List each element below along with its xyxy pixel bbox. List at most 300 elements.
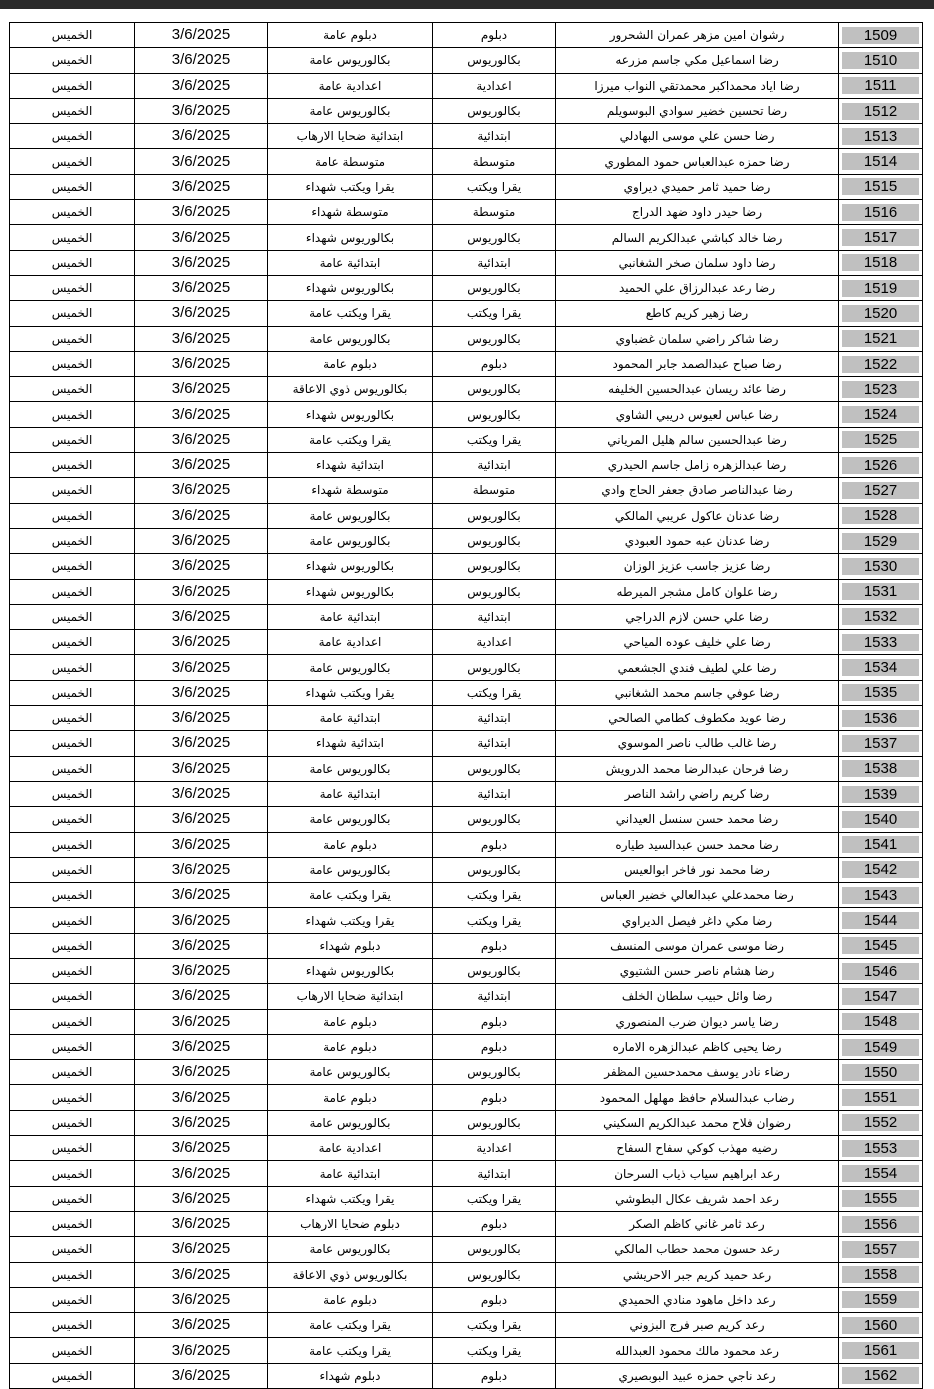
table-row — [10, 579, 923, 604]
date-cell: 3/6/2025 — [135, 781, 268, 806]
day-cell: الخميس — [10, 23, 135, 48]
date-cell: 3/6/2025 — [135, 250, 268, 275]
day-cell: الخميس — [10, 1034, 135, 1059]
day-cell: الخميس — [10, 427, 135, 452]
table-row — [10, 453, 923, 478]
name-cell: رضا رعد عبدالرزاق علي الحميد — [556, 275, 839, 300]
name-cell: رضا زهير كريم كاطع — [556, 301, 839, 326]
day-cell: الخميس — [10, 807, 135, 832]
table-row — [10, 680, 923, 705]
day-cell: الخميس — [10, 958, 135, 983]
level-cell: دبلوم — [433, 1085, 556, 1110]
category-cell: بكالوريوس شهداء — [268, 554, 433, 579]
table-row — [10, 48, 923, 73]
number-cell — [839, 832, 923, 857]
day-cell: الخميس — [10, 756, 135, 781]
table-row — [10, 1186, 923, 1211]
table-row — [10, 503, 923, 528]
category-cell: يقرا ويكتب شهداء — [268, 680, 433, 705]
row-number: 1518 — [842, 254, 919, 271]
level-cell: متوسطة — [433, 149, 556, 174]
level-cell: بكالوريوس — [433, 807, 556, 832]
name-cell: رعد حميد كريم جبر الاحريشي — [556, 1262, 839, 1287]
category-cell: بكالوريوس عامة — [268, 528, 433, 553]
date-cell: 3/6/2025 — [135, 351, 268, 376]
category-cell: ابتدائية شهداء — [268, 453, 433, 478]
table-row — [10, 1237, 923, 1262]
row-number: 1547 — [842, 988, 919, 1005]
number-cell — [839, 857, 923, 882]
number-cell — [839, 1237, 923, 1262]
category-cell: ابتدائية عامة — [268, 604, 433, 629]
row-number: 1560 — [842, 1317, 919, 1334]
number-cell — [839, 1009, 923, 1034]
table-row — [10, 1211, 923, 1236]
level-cell: ابتدائية — [433, 124, 556, 149]
row-number: 1531 — [842, 583, 919, 600]
category-cell: ابتدائية شهداء — [268, 731, 433, 756]
number-cell — [839, 1313, 923, 1338]
level-cell: بكالوريوس — [433, 756, 556, 781]
table-row — [10, 604, 923, 629]
table-row — [10, 1262, 923, 1287]
date-cell: 3/6/2025 — [135, 1237, 268, 1262]
row-number: 1536 — [842, 710, 919, 727]
level-cell: بكالوريوس — [433, 503, 556, 528]
category-cell: دبلوم عامة — [268, 351, 433, 376]
day-cell: الخميس — [10, 1136, 135, 1161]
number-cell — [839, 326, 923, 351]
day-cell: الخميس — [10, 326, 135, 351]
day-cell: الخميس — [10, 883, 135, 908]
day-cell: الخميس — [10, 301, 135, 326]
day-cell: الخميس — [10, 124, 135, 149]
row-number: 1522 — [842, 356, 919, 373]
day-cell: الخميس — [10, 73, 135, 98]
level-cell: بكالوريوس — [433, 225, 556, 250]
name-cell: رضا فرحان عبدالرضا محمد الدرويش — [556, 756, 839, 781]
row-number: 1556 — [842, 1216, 919, 1233]
date-cell: 3/6/2025 — [135, 1060, 268, 1085]
table-row — [10, 351, 923, 376]
category-cell: يقرا ويكتب شهداء — [268, 174, 433, 199]
number-cell — [839, 1211, 923, 1236]
day-cell: الخميس — [10, 275, 135, 300]
name-cell: رضا عبدالحسين سالم هليل المرياني — [556, 427, 839, 452]
row-number: 1555 — [842, 1190, 919, 1207]
table-row — [10, 630, 923, 655]
category-cell: دبلوم شهداء — [268, 933, 433, 958]
row-number: 1541 — [842, 836, 919, 853]
name-cell: رضا كريم راضي راشد الناصر — [556, 781, 839, 806]
day-cell: الخميس — [10, 478, 135, 503]
number-cell — [839, 933, 923, 958]
table-row — [10, 23, 923, 48]
category-cell: بكالوريوس ذوي الاعاقة — [268, 1262, 433, 1287]
name-cell: رضا شاكر راضي سلمان غضباوي — [556, 326, 839, 351]
date-cell: 3/6/2025 — [135, 1262, 268, 1287]
day-cell: الخميس — [10, 1262, 135, 1287]
table-row — [10, 958, 923, 983]
level-cell: يقرا ويكتب — [433, 680, 556, 705]
level-cell: دبلوم — [433, 1009, 556, 1034]
level-cell: بكالوريوس — [433, 377, 556, 402]
date-cell: 3/6/2025 — [135, 301, 268, 326]
row-number: 1519 — [842, 280, 919, 297]
level-cell: يقرا ويكتب — [433, 1186, 556, 1211]
records-sheet — [9, 22, 922, 1389]
date-cell: 3/6/2025 — [135, 98, 268, 123]
number-cell — [839, 1034, 923, 1059]
level-cell: بكالوريوس — [433, 402, 556, 427]
category-cell: دبلوم ضحايا الارهاب — [268, 1211, 433, 1236]
table-row — [10, 1363, 923, 1388]
date-cell: 3/6/2025 — [135, 528, 268, 553]
day-cell: الخميس — [10, 98, 135, 123]
number-cell — [839, 478, 923, 503]
level-cell: يقرا ويكتب — [433, 883, 556, 908]
category-cell: متوسطة شهداء — [268, 200, 433, 225]
row-number: 1551 — [842, 1089, 919, 1106]
row-number: 1511 — [842, 77, 919, 94]
level-cell: دبلوم — [433, 1363, 556, 1388]
table-row — [10, 832, 923, 857]
day-cell: الخميس — [10, 1338, 135, 1363]
day-cell: الخميس — [10, 933, 135, 958]
date-cell: 3/6/2025 — [135, 1211, 268, 1236]
number-cell — [839, 124, 923, 149]
date-cell: 3/6/2025 — [135, 1161, 268, 1186]
day-cell: الخميس — [10, 250, 135, 275]
category-cell: ابتدائية ضحايا الارهاب — [268, 984, 433, 1009]
level-cell: يقرا ويكتب — [433, 301, 556, 326]
level-cell: يقرا ويكتب — [433, 1313, 556, 1338]
records-table — [9, 22, 923, 1389]
day-cell: الخميس — [10, 1211, 135, 1236]
table-row — [10, 908, 923, 933]
level-cell: دبلوم — [433, 933, 556, 958]
number-cell — [839, 1161, 923, 1186]
level-cell: بكالوريوس — [433, 655, 556, 680]
number-cell — [839, 1287, 923, 1312]
name-cell: رشوان امين مزهر عمران الشحرور — [556, 23, 839, 48]
day-cell: الخميس — [10, 908, 135, 933]
date-cell: 3/6/2025 — [135, 1287, 268, 1312]
records-table-body — [10, 23, 923, 1389]
level-cell: بكالوريوس — [433, 579, 556, 604]
number-cell — [839, 883, 923, 908]
level-cell: ابتدائية — [433, 1161, 556, 1186]
name-cell: رضا حسن علي موسى البهادلي — [556, 124, 839, 149]
level-cell: يقرا ويكتب — [433, 1338, 556, 1363]
row-number: 1550 — [842, 1064, 919, 1081]
date-cell: 3/6/2025 — [135, 630, 268, 655]
name-cell: رضا حمزه عبدالعباس حمود المطوري — [556, 149, 839, 174]
date-cell: 3/6/2025 — [135, 680, 268, 705]
table-row — [10, 149, 923, 174]
name-cell: رضا حميد ثامر حميدي ديراوي — [556, 174, 839, 199]
name-cell: رضا موسى عمران موسى المنسف — [556, 933, 839, 958]
row-number: 1552 — [842, 1114, 919, 1131]
date-cell: 3/6/2025 — [135, 958, 268, 983]
level-cell: بكالوريوس — [433, 98, 556, 123]
row-number: 1526 — [842, 457, 919, 474]
table-row — [10, 1009, 923, 1034]
category-cell: بكالوريوس شهداء — [268, 579, 433, 604]
category-cell: بكالوريوس عامة — [268, 326, 433, 351]
category-cell: بكالوريوس عامة — [268, 48, 433, 73]
name-cell: رضا اسماعيل مكي جاسم مزرعه — [556, 48, 839, 73]
level-cell: بكالوريوس — [433, 326, 556, 351]
day-cell: الخميس — [10, 554, 135, 579]
day-cell: الخميس — [10, 1085, 135, 1110]
row-number: 1512 — [842, 103, 919, 120]
date-cell: 3/6/2025 — [135, 453, 268, 478]
number-cell — [839, 1262, 923, 1287]
number-cell — [839, 781, 923, 806]
table-row — [10, 275, 923, 300]
row-number: 1553 — [842, 1140, 919, 1157]
number-cell — [839, 402, 923, 427]
number-cell — [839, 1136, 923, 1161]
number-cell — [839, 275, 923, 300]
category-cell: دبلوم عامة — [268, 1034, 433, 1059]
day-cell: الخميس — [10, 377, 135, 402]
date-cell: 3/6/2025 — [135, 149, 268, 174]
date-cell: 3/6/2025 — [135, 73, 268, 98]
number-cell — [839, 680, 923, 705]
category-cell: يقرا ويكتب عامة — [268, 1338, 433, 1363]
number-cell — [839, 554, 923, 579]
number-cell — [839, 984, 923, 1009]
number-cell — [839, 958, 923, 983]
level-cell: بكالوريوس — [433, 528, 556, 553]
name-cell: رضا عائد ريسان عبدالحسين الخليفه — [556, 377, 839, 402]
level-cell: متوسطة — [433, 200, 556, 225]
date-cell: 3/6/2025 — [135, 1186, 268, 1211]
number-cell — [839, 1338, 923, 1363]
number-cell — [839, 1186, 923, 1211]
table-row — [10, 1313, 923, 1338]
name-cell: رضا محمدعلي عبدالعالي خضير العباس — [556, 883, 839, 908]
name-cell: رضا عوفي جاسم محمد الشغانبي — [556, 680, 839, 705]
level-cell: بكالوريوس — [433, 48, 556, 73]
number-cell — [839, 23, 923, 48]
level-cell: ابتدائية — [433, 250, 556, 275]
day-cell: الخميس — [10, 351, 135, 376]
row-number: 1538 — [842, 760, 919, 777]
category-cell: متوسطة عامة — [268, 149, 433, 174]
row-number: 1509 — [842, 27, 919, 44]
name-cell: رضا محمد حسن عبدالسيد طياره — [556, 832, 839, 857]
date-cell: 3/6/2025 — [135, 1338, 268, 1363]
category-cell: متوسطة شهداء — [268, 478, 433, 503]
day-cell: الخميس — [10, 453, 135, 478]
name-cell: رضا داود سلمان صخر الشغانبي — [556, 250, 839, 275]
table-row — [10, 1034, 923, 1059]
name-cell: رضا عدنان عبه حمود العبودي — [556, 528, 839, 553]
number-cell — [839, 73, 923, 98]
row-number: 1562 — [842, 1367, 919, 1384]
row-number: 1523 — [842, 381, 919, 398]
table-row — [10, 73, 923, 98]
number-cell — [839, 200, 923, 225]
category-cell: بكالوريوس شهداء — [268, 275, 433, 300]
day-cell: الخميس — [10, 174, 135, 199]
row-number: 1513 — [842, 128, 919, 145]
table-row — [10, 1161, 923, 1186]
category-cell: يقرا ويكتب شهداء — [268, 908, 433, 933]
level-cell: بكالوريوس — [433, 275, 556, 300]
number-cell — [839, 1060, 923, 1085]
level-cell: ابتدائية — [433, 453, 556, 478]
category-cell: بكالوريوس عامة — [268, 857, 433, 882]
number-cell — [839, 908, 923, 933]
date-cell: 3/6/2025 — [135, 655, 268, 680]
level-cell: متوسطة — [433, 478, 556, 503]
date-cell: 3/6/2025 — [135, 731, 268, 756]
table-row — [10, 807, 923, 832]
day-cell: الخميس — [10, 149, 135, 174]
name-cell: رعد ثامر غاني كاظم الصكر — [556, 1211, 839, 1236]
day-cell: الخميس — [10, 225, 135, 250]
level-cell: بكالوريوس — [433, 857, 556, 882]
row-number: 1539 — [842, 786, 919, 803]
level-cell: ابتدائية — [433, 604, 556, 629]
day-cell: الخميس — [10, 1009, 135, 1034]
date-cell: 3/6/2025 — [135, 984, 268, 1009]
name-cell: رضا عدنان عاكول عريبي المالكي — [556, 503, 839, 528]
date-cell: 3/6/2025 — [135, 124, 268, 149]
level-cell: اعدادية — [433, 630, 556, 655]
top-divider — [0, 0, 934, 9]
date-cell: 3/6/2025 — [135, 427, 268, 452]
category-cell: بكالوريوس شهداء — [268, 402, 433, 427]
name-cell: رضا حيدر داود ضهد الدراج — [556, 200, 839, 225]
date-cell: 3/6/2025 — [135, 503, 268, 528]
category-cell: يقرا ويكتب عامة — [268, 301, 433, 326]
name-cell: رضاء نادر يوسف محمدحسين المظفر — [556, 1060, 839, 1085]
row-number: 1532 — [842, 608, 919, 625]
table-row — [10, 781, 923, 806]
day-cell: الخميس — [10, 680, 135, 705]
level-cell: دبلوم — [433, 1287, 556, 1312]
category-cell: دبلوم عامة — [268, 1287, 433, 1312]
day-cell: الخميس — [10, 200, 135, 225]
table-row — [10, 528, 923, 553]
name-cell: رضيه مهذب كوكي سفاح السفاح — [556, 1136, 839, 1161]
day-cell: الخميس — [10, 1060, 135, 1085]
category-cell: بكالوريوس ذوي الاعاقة — [268, 377, 433, 402]
name-cell: رعد داخل ماهود منادي الحميدي — [556, 1287, 839, 1312]
day-cell: الخميس — [10, 832, 135, 857]
number-cell — [839, 1085, 923, 1110]
day-cell: الخميس — [10, 731, 135, 756]
row-number: 1516 — [842, 204, 919, 221]
row-number: 1535 — [842, 684, 919, 701]
category-cell: يقرا ويكتب شهداء — [268, 1186, 433, 1211]
row-number: 1528 — [842, 507, 919, 524]
number-cell — [839, 528, 923, 553]
category-cell: بكالوريوس عامة — [268, 756, 433, 781]
date-cell: 3/6/2025 — [135, 756, 268, 781]
name-cell: رعد احمد شريف عكال البطوشي — [556, 1186, 839, 1211]
day-cell: الخميس — [10, 1313, 135, 1338]
category-cell: اعدادية عامة — [268, 1136, 433, 1161]
name-cell: رعد كريم صبر فرج البزوني — [556, 1313, 839, 1338]
table-row — [10, 1136, 923, 1161]
row-number: 1533 — [842, 634, 919, 651]
row-number: 1514 — [842, 153, 919, 170]
date-cell: 3/6/2025 — [135, 933, 268, 958]
number-cell — [839, 351, 923, 376]
name-cell: رضا تحسين خضير سوادي البوسويلم — [556, 98, 839, 123]
date-cell: 3/6/2025 — [135, 174, 268, 199]
category-cell: يقرا ويكتب عامة — [268, 427, 433, 452]
date-cell: 3/6/2025 — [135, 48, 268, 73]
date-cell: 3/6/2025 — [135, 883, 268, 908]
name-cell: رضا عويد مكطوف كطامي الصالحي — [556, 706, 839, 731]
table-row — [10, 1110, 923, 1135]
day-cell: الخميس — [10, 655, 135, 680]
name-cell: رعد محمود مالك محمود العبدالله — [556, 1338, 839, 1363]
day-cell: الخميس — [10, 706, 135, 731]
name-cell: رعد حسون محمد حطاب المالكي — [556, 1237, 839, 1262]
number-cell — [839, 604, 923, 629]
row-number: 1557 — [842, 1241, 919, 1258]
row-number: 1529 — [842, 533, 919, 550]
date-cell: 3/6/2025 — [135, 857, 268, 882]
table-row — [10, 756, 923, 781]
table-row — [10, 200, 923, 225]
number-cell — [839, 706, 923, 731]
name-cell: رضا وائل حبيب سلطان الخلف — [556, 984, 839, 1009]
number-cell — [839, 756, 923, 781]
category-cell: ابتدائية عامة — [268, 781, 433, 806]
table-row — [10, 250, 923, 275]
level-cell: بكالوريوس — [433, 958, 556, 983]
category-cell: دبلوم عامة — [268, 23, 433, 48]
number-cell — [839, 503, 923, 528]
table-row — [10, 174, 923, 199]
number-cell — [839, 48, 923, 73]
category-cell: بكالوريوس شهداء — [268, 958, 433, 983]
number-cell — [839, 98, 923, 123]
name-cell: رضا عزيز جاسب عزيز الوزان — [556, 554, 839, 579]
table-row — [10, 377, 923, 402]
category-cell: يقرا ويكتب عامة — [268, 1313, 433, 1338]
date-cell: 3/6/2025 — [135, 1136, 268, 1161]
level-cell: ابتدائية — [433, 731, 556, 756]
row-number: 1558 — [842, 1266, 919, 1283]
row-number: 1559 — [842, 1291, 919, 1308]
date-cell: 3/6/2025 — [135, 377, 268, 402]
number-cell — [839, 630, 923, 655]
date-cell: 3/6/2025 — [135, 1034, 268, 1059]
day-cell: الخميس — [10, 630, 135, 655]
name-cell: رضا عباس لعيوس دريبي الشاوي — [556, 402, 839, 427]
date-cell: 3/6/2025 — [135, 1085, 268, 1110]
category-cell: بكالوريوس عامة — [268, 1110, 433, 1135]
row-number: 1546 — [842, 963, 919, 980]
name-cell: رضا اياد محمداكبر محمدتقي النواب ميرزا — [556, 73, 839, 98]
number-cell — [839, 655, 923, 680]
row-number: 1525 — [842, 431, 919, 448]
category-cell: اعدادية عامة — [268, 630, 433, 655]
category-cell: بكالوريوس عامة — [268, 807, 433, 832]
table-row — [10, 225, 923, 250]
row-number: 1561 — [842, 1342, 919, 1359]
